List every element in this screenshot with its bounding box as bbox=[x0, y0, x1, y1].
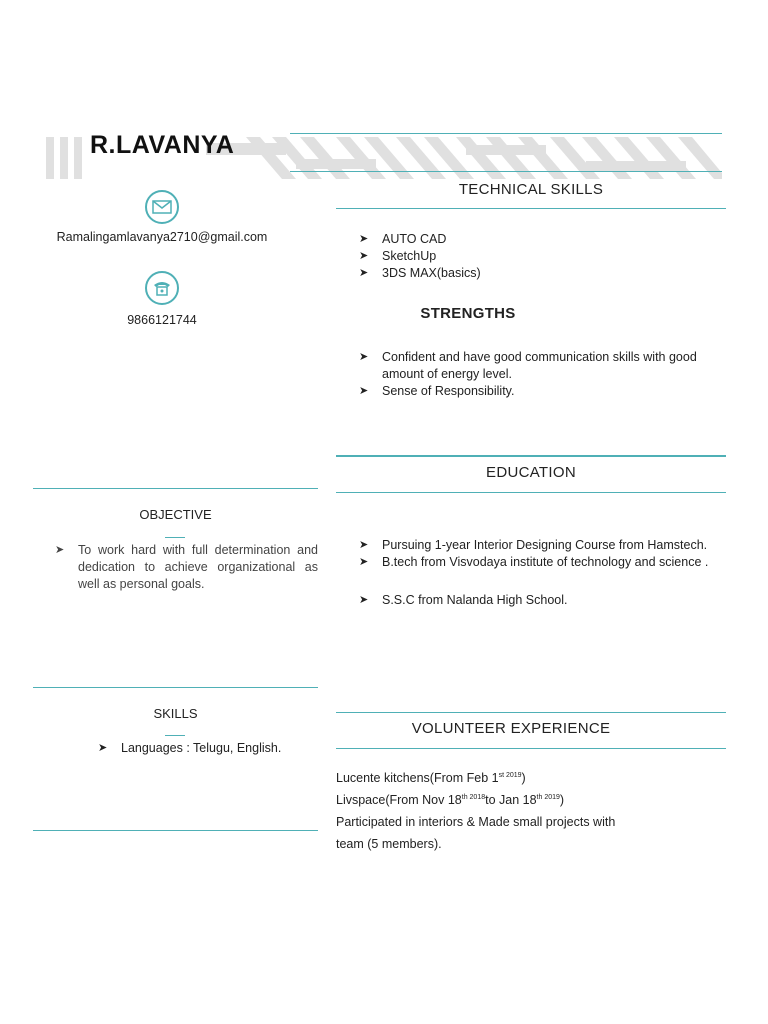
technical-skills-title: TECHNICAL SKILLS bbox=[458, 181, 604, 198]
objective-top-line bbox=[33, 488, 318, 489]
strengths-title: STRENGTHS bbox=[420, 305, 516, 322]
envelope-icon bbox=[145, 190, 179, 224]
header-top-line bbox=[290, 133, 722, 134]
technical-skills-list bbox=[359, 231, 719, 282]
skills-title: SKILLS bbox=[153, 706, 198, 721]
volunteer-title: VOLUNTEER EXPERIENCE bbox=[411, 720, 611, 737]
objective-title: OBJECTIVE bbox=[139, 507, 212, 522]
arrow-bullet-icon: ➤ bbox=[98, 742, 108, 754]
arrow-bullet-icon: ➤ bbox=[359, 351, 369, 363]
arrow-bullet-icon: ➤ bbox=[359, 385, 369, 397]
volunteer-line-4: team (5 members). bbox=[336, 837, 442, 851]
education-top-line bbox=[336, 455, 726, 457]
arrow-bullet-icon: ➤ bbox=[359, 539, 369, 551]
arrow-bullet-icon: ➤ bbox=[359, 267, 369, 279]
arrow-bullet-icon: ➤ bbox=[359, 594, 369, 606]
technical-skills-divider bbox=[336, 208, 726, 209]
volunteer-bottom-line bbox=[336, 748, 726, 749]
list-item: ➤ S.S.C from Nalanda High School. bbox=[359, 593, 568, 607]
telephone-icon bbox=[145, 271, 179, 305]
list-item: ➤ 3DS MAX(basics) bbox=[359, 266, 481, 280]
objective-list bbox=[55, 542, 318, 593]
skills-bottom-line bbox=[33, 830, 318, 831]
list-item: ➤ To work hard with full determination and dedication to achieve organizational as well as personal goals. bbox=[55, 543, 318, 591]
education-list bbox=[359, 537, 725, 609]
candidate-name: R.LAVANYA bbox=[90, 131, 235, 159]
arrow-bullet-icon: ➤ bbox=[55, 544, 65, 556]
arrow-bullet-icon: ➤ bbox=[359, 250, 369, 262]
header-bottom-line bbox=[290, 171, 722, 172]
volunteer-line-1: Lucente kitchens(From Feb $1^{st 2019}$) bbox=[336, 771, 526, 785]
email-text: Ramalingamlavanya2710@gmail.com bbox=[56, 230, 268, 244]
skills-list bbox=[98, 740, 318, 757]
volunteer-line-2: Livspace(From Nov $18^{th 2018}to$ Jan $18^{th 2019}$) bbox=[336, 793, 565, 807]
list-item: ➤ SketchUp bbox=[359, 249, 437, 263]
education-title: EDUCATION bbox=[486, 464, 576, 481]
list-item: ➤ Pursuing 1-year Interior Designing Course from Hamstech. bbox=[359, 538, 708, 552]
list-item: ➤ B.tech from Visvodaya institute of technology and science . bbox=[359, 555, 709, 569]
phone-text: 9866121744 bbox=[127, 313, 197, 327]
skills-top-line bbox=[33, 687, 318, 688]
education-bottom-line bbox=[336, 492, 726, 493]
objective-underline bbox=[165, 537, 185, 538]
strengths-list bbox=[359, 349, 711, 400]
list-item: ➤ AUTO CAD bbox=[359, 232, 447, 246]
list-item: ➤ Confident and have good communication skills with good amount of energy level. bbox=[359, 350, 697, 381]
list-item: ➤ Languages : Telugu, English. bbox=[98, 741, 282, 755]
list-item: ➤ Sense of Responsibility. bbox=[359, 384, 515, 398]
arrow-bullet-icon: ➤ bbox=[359, 556, 369, 568]
volunteer-line-3: Participated in interiors & Made small projects with bbox=[336, 815, 616, 829]
volunteer-top-line bbox=[336, 712, 726, 713]
skills-underline bbox=[165, 735, 185, 736]
arrow-bullet-icon: ➤ bbox=[359, 233, 369, 245]
